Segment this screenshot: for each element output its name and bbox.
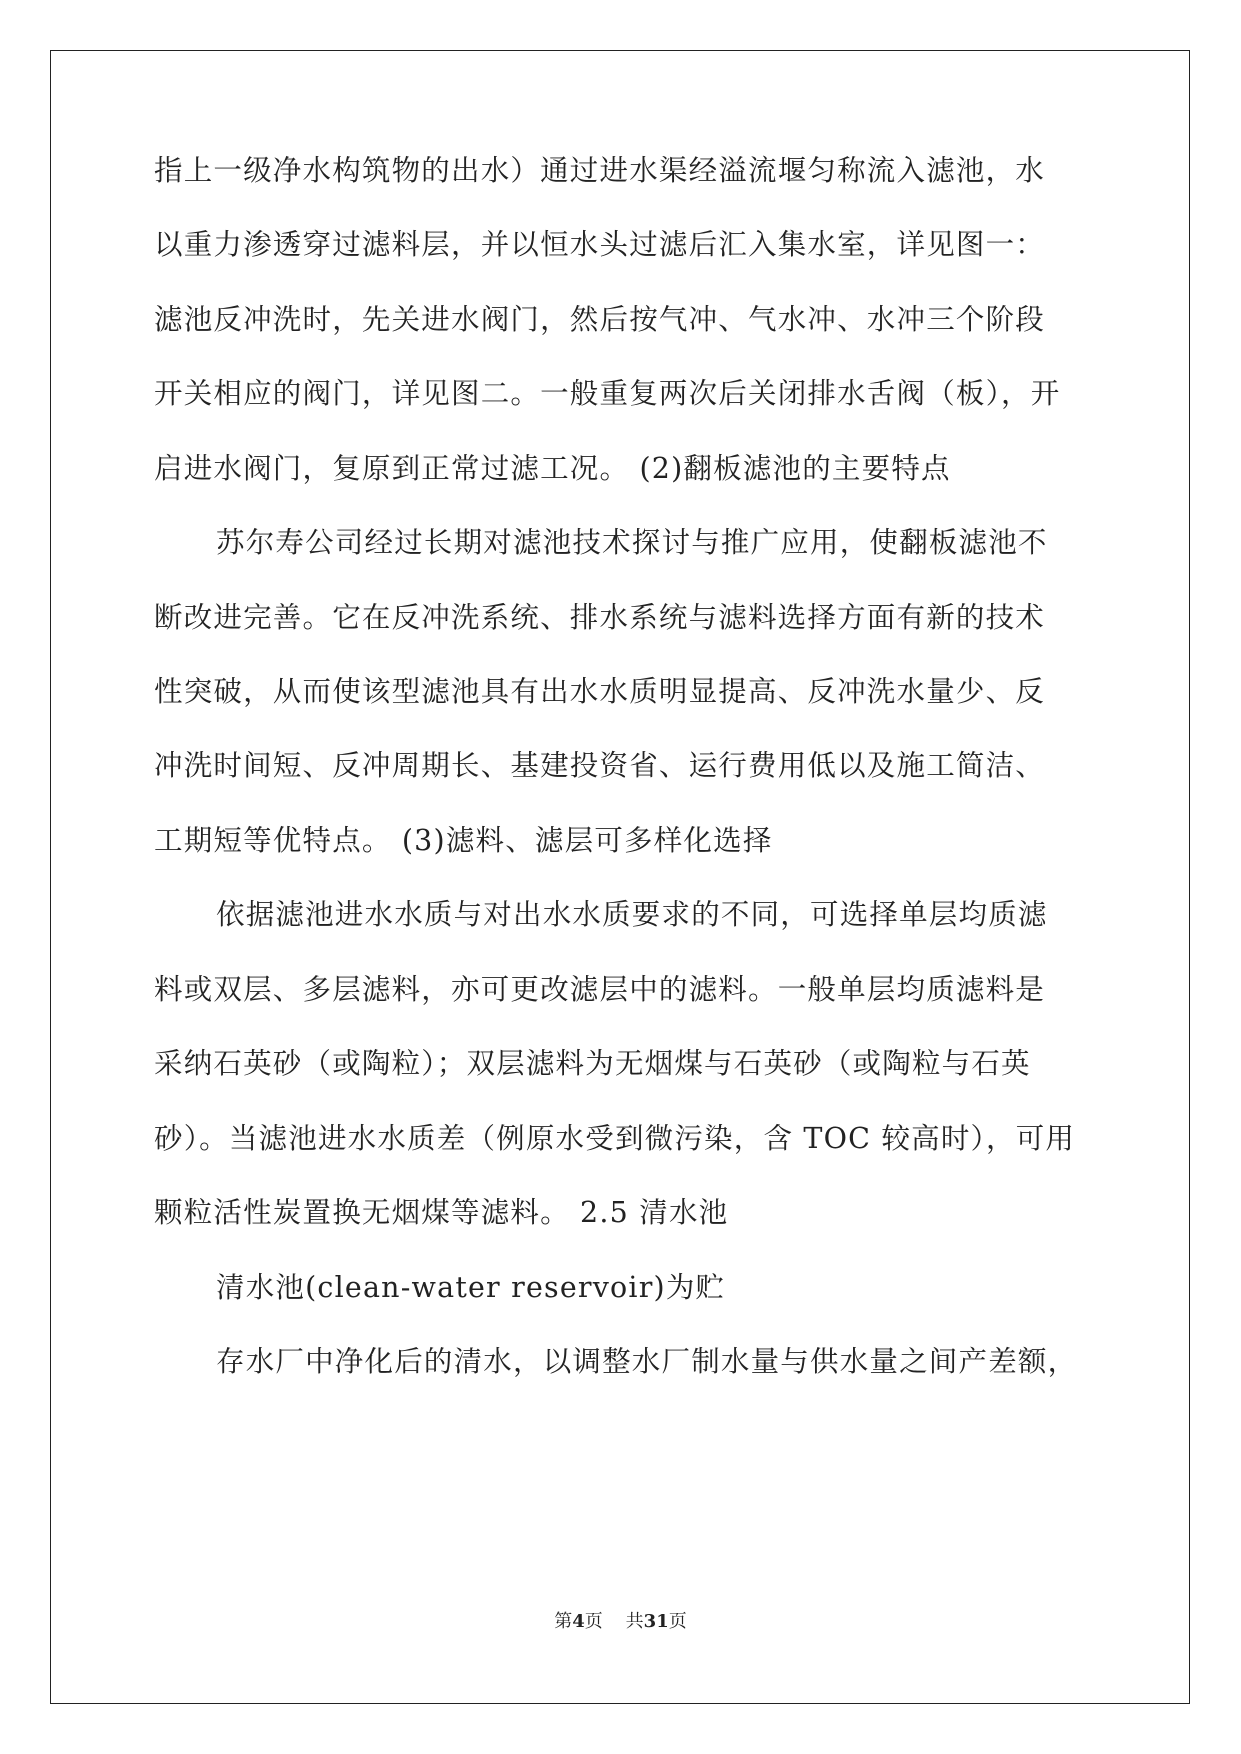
page-footer (0, 1610, 1241, 1634)
body-line-16: 清水池(clean-water reservoir)为贮 (216, 1271, 726, 1304)
body-line-4: 开关相应的阀门，详见图二。一般重复两次后关闭排水舌阀（板），开 (154, 377, 1061, 410)
body-line-17: 存水厂中净化后的清水，以调整水厂制水量与供水量之间产差额， (216, 1345, 1078, 1378)
page-border (50, 50, 1190, 1704)
page-number: 4 (572, 1611, 585, 1632)
total-prefix: 共 (625, 1611, 644, 1632)
page-suffix: 页 (584, 1611, 603, 1632)
body-line-7: 断改进完善。它在反冲洗系统、排水系统与滤料选择方面有新的技术 (154, 601, 1046, 634)
body-line-10: 工期短等优特点。 (3)滤料、滤层可多样化选择 (154, 824, 773, 857)
body-line-8: 性突破，从而使该型滤池具有出水水质明显提高、反冲洗水量少、反 (154, 675, 1046, 708)
body-line-2: 以重力渗透穿过滤料层，并以恒水头过滤后汇入集水室，详见图一： (154, 228, 1046, 261)
body-line-14: 砂）。当滤池进水水质差（例原水受到微污染，含 TOC 较高时），可用 (154, 1122, 1076, 1155)
body-line-5: 启进水阀门，复原到正常过滤工况。 (2)翻板滤池的主要特点 (154, 452, 951, 485)
body-line-6: 苏尔寿公司经过长期对滤池技术探讨与推广应用，使翻板滤池不 (216, 526, 1048, 559)
body-line-11: 依据滤池进水水质与对出水水质要求的不同，可选择单层均质滤 (216, 898, 1048, 931)
total-pages: 31 (643, 1611, 669, 1632)
body-line-9: 冲洗时间短、反冲周期长、基建投资省、运行费用低以及施工简洁、 (154, 749, 1046, 782)
body-line-1: 指上一级净水构筑物的出水）通过进水渠经溢流堰匀称流入滤池，水 (154, 154, 1046, 187)
page-prefix: 第 (554, 1611, 573, 1632)
total-suffix: 页 (668, 1611, 687, 1632)
body-line-13: 采纳石英砂（或陶粒）；双层滤料为无烟煤与石英砂（或陶粒与石英 (154, 1047, 1031, 1080)
body-line-12: 料或双层、多层滤料，亦可更改滤层中的滤料。一般单层均质滤料是 (154, 973, 1046, 1006)
body-line-15: 颗粒活性炭置换无烟煤等滤料。 2.5 清水池 (154, 1196, 729, 1229)
body-line-3: 滤池反冲洗时，先关进水阀门，然后按气冲、气水冲、水冲三个阶段 (154, 303, 1046, 336)
